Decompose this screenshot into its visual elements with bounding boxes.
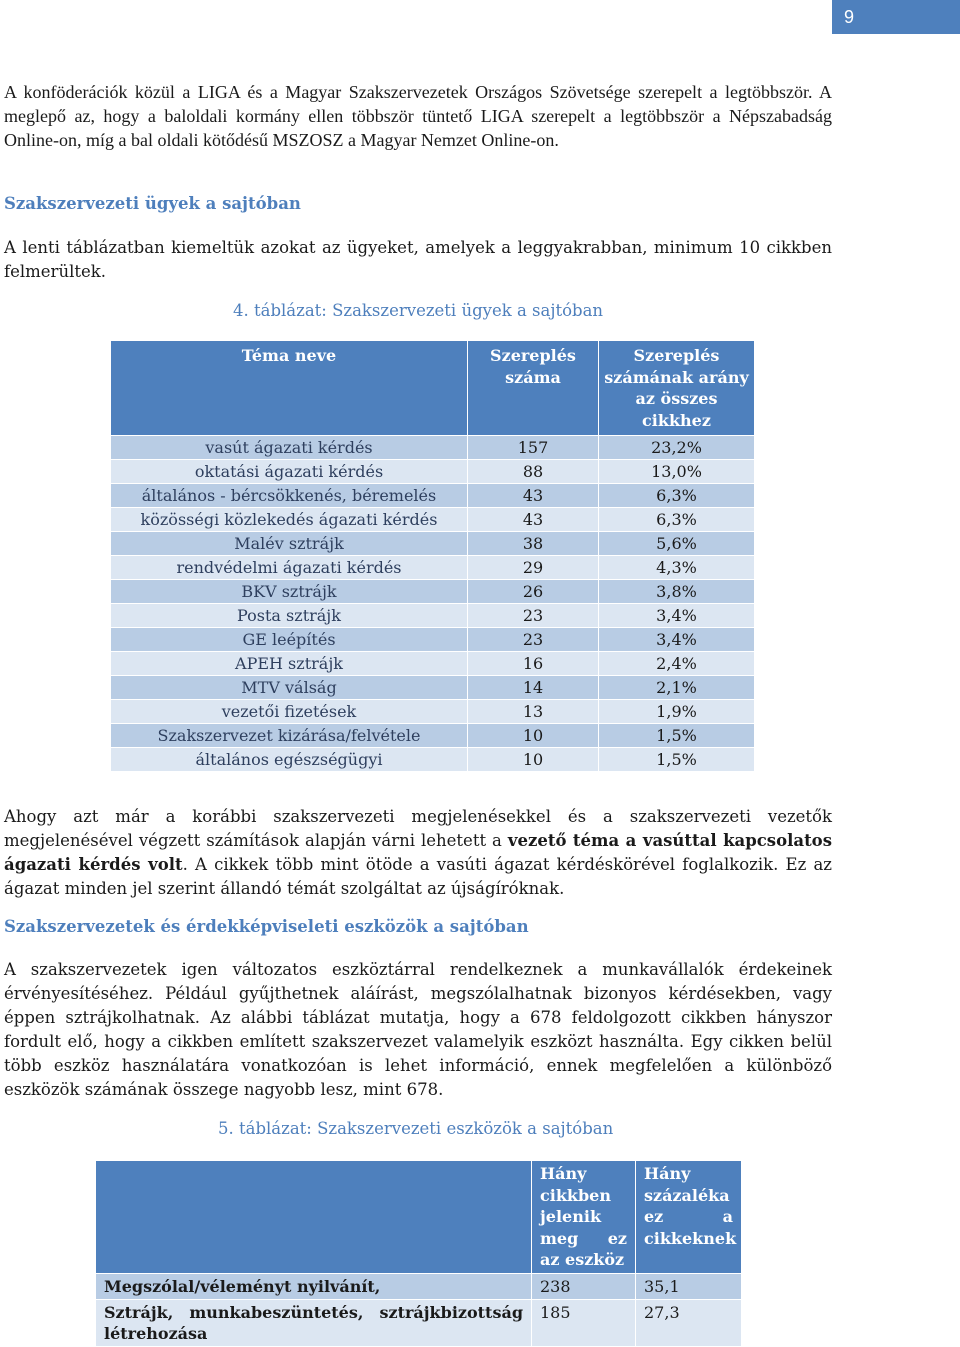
cell-count: 16 — [468, 652, 599, 676]
analysis-text-1: Ahogy azt már a korábbi szakszervezeti megjelenésekkel és a szakszervezeti vezetők megjelenésével végzett számítások alapján várni lehetett a — [4, 807, 832, 850]
col-header-tool — [96, 1161, 532, 1274]
cell-share: 23,2% — [599, 436, 755, 460]
table-row — [111, 652, 755, 676]
cell-topic: GE leépítés — [111, 628, 468, 652]
cell-share: 3,4% — [599, 604, 755, 628]
cell-share: 3,4% — [599, 628, 755, 652]
cell-topic: Posta sztrájk — [111, 604, 468, 628]
cell-topic: BKV sztrájk — [111, 580, 468, 604]
col-header-count: Szereplés száma — [468, 341, 599, 436]
cell-share: 2,4% — [599, 652, 755, 676]
cell-share: 1,5% — [599, 724, 755, 748]
cell-share: 13,0% — [599, 460, 755, 484]
cell-share: 6,3% — [599, 508, 755, 532]
table-row — [96, 1299, 742, 1346]
table-row — [111, 532, 755, 556]
cell-topic: általános egészségügyi — [111, 748, 468, 772]
cell-share: 1,9% — [599, 700, 755, 724]
cell-count: 38 — [468, 532, 599, 556]
intro-paragraph: A konföderációk közül a LIGA és a Magyar Szakszervezetek Országos Szövetsége szerepelt a legtöbbször. A meglepő az, hogy a baloldali kormány ellen többször tüntető LIGA szerepelt a legtöbbször a Népszabadság Online-on, míg a bal oldali kötődésű MSZOSZ a Magyar Nemzet Online-on. — [4, 82, 832, 150]
col-header-article-count: Hány cikkben jelenik meg ez az eszköz — [532, 1161, 636, 1274]
cell-count: 157 — [468, 436, 599, 460]
cell-share: 1,5% — [599, 748, 755, 772]
cell-topic: közösségi közlekedés ágazati kérdés — [111, 508, 468, 532]
cell-topic: oktatási ágazati kérdés — [111, 460, 468, 484]
table-row — [111, 604, 755, 628]
table-row — [111, 748, 755, 772]
cell-count: 43 — [468, 508, 599, 532]
cell-topic: vasút ágazati kérdés — [111, 436, 468, 460]
analysis-text-2: . A cikkek több mint ötöde a vasúti ágazat kérdéskörével foglalkozik. Ez az ágazat minden jel szerint állandó témát szolgáltat az újságíróknak. — [4, 855, 832, 898]
cell-count: 23 — [468, 628, 599, 652]
table-row — [111, 676, 755, 700]
cell-share: 6,3% — [599, 484, 755, 508]
cell-count: 29 — [468, 556, 599, 580]
cell-article-count: 238 — [532, 1273, 636, 1299]
analysis-paragraph — [4, 805, 832, 901]
cell-tool: Sztrájk, munkabeszüntetés, sztrájkbizottság létrehozása — [96, 1299, 532, 1346]
tools-paragraph: A szakszervezetek igen változatos eszköztárral rendelkeznek a munkavállalók érdekeinek érvényesítéséhez. Például gyűjthetnek aláírást, megszólalhatnak bizonyos kérdésekben, vagy éppen sztrájkolhatnak. Az alábbi táblázat mutatja, hogy a 678 feldolgozott cikkben hányszor fordult elő, hogy a cikkben említett szakszervezet valamelyik eszközt használta. Egy cikken belül több eszköz használatára vonatkozóan is lehet információ, ennek megfelelően a különböző eszközök számának összege nagyobb lesz, mint 678. — [4, 960, 832, 1099]
cell-count: 43 — [468, 484, 599, 508]
cell-share: 2,1% — [599, 676, 755, 700]
table4-caption: 4. táblázat: Szakszervezeti ügyek a sajtóban — [233, 301, 604, 320]
cell-count: 26 — [468, 580, 599, 604]
cell-topic: APEH sztrájk — [111, 652, 468, 676]
table-row — [111, 628, 755, 652]
table-row — [111, 556, 755, 580]
col-header-topic: Téma neve — [111, 341, 468, 436]
cell-share: 5,6% — [599, 532, 755, 556]
cell-article-percent: 27,3 — [636, 1299, 742, 1346]
col-header-share: Szereplés számának arány az összes cikkhez — [599, 341, 755, 436]
table-row — [111, 508, 755, 532]
col-header-article-percent: Hány százaléka ez a cikkeknek — [636, 1161, 742, 1274]
cell-share: 4,3% — [599, 556, 755, 580]
table-row — [111, 484, 755, 508]
table-row — [111, 700, 755, 724]
cell-article-count: 185 — [532, 1299, 636, 1346]
cell-tool: Megszólal/véleményt nyilvánít, — [96, 1273, 532, 1299]
table-intro-paragraph: A lenti táblázatban kiemeltük azokat az ügyeket, amelyek a leggyakrabban, minimum 10 cikkben felmerültek. — [4, 238, 832, 281]
page-number: 9 — [832, 0, 960, 34]
cell-article-percent: 35,1 — [636, 1273, 742, 1299]
cell-count: 23 — [468, 604, 599, 628]
cell-topic: általános - bércsökkenés, béremelés — [111, 484, 468, 508]
cell-topic: MTV válság — [111, 676, 468, 700]
union-issues-table — [110, 340, 755, 772]
cell-count: 14 — [468, 676, 599, 700]
table-row — [96, 1273, 742, 1299]
section-heading-union-issues: Szakszervezeti ügyek a sajtóban — [4, 194, 301, 213]
cell-topic: Malév sztrájk — [111, 532, 468, 556]
cell-topic: vezetői fizetések — [111, 700, 468, 724]
cell-topic: Szakszervezet kizárása/felvétele — [111, 724, 468, 748]
table-row — [111, 580, 755, 604]
union-tools-table — [95, 1160, 742, 1347]
analysis-bold-text: vezető téma a vasúttal kapcsolatos ágazati kérdés volt — [4, 831, 832, 874]
cell-count: 10 — [468, 724, 599, 748]
table-row — [111, 724, 755, 748]
cell-topic: rendvédelmi ágazati kérdés — [111, 556, 468, 580]
cell-share: 3,8% — [599, 580, 755, 604]
table-row — [111, 436, 755, 460]
cell-count: 10 — [468, 748, 599, 772]
table5-caption: 5. táblázat: Szakszervezeti eszközök a sajtóban — [218, 1119, 614, 1138]
table-row — [111, 460, 755, 484]
cell-count: 13 — [468, 700, 599, 724]
cell-count: 88 — [468, 460, 599, 484]
section-heading-tools: Szakszervezetek és érdekképviseleti eszközök a sajtóban — [4, 917, 529, 936]
